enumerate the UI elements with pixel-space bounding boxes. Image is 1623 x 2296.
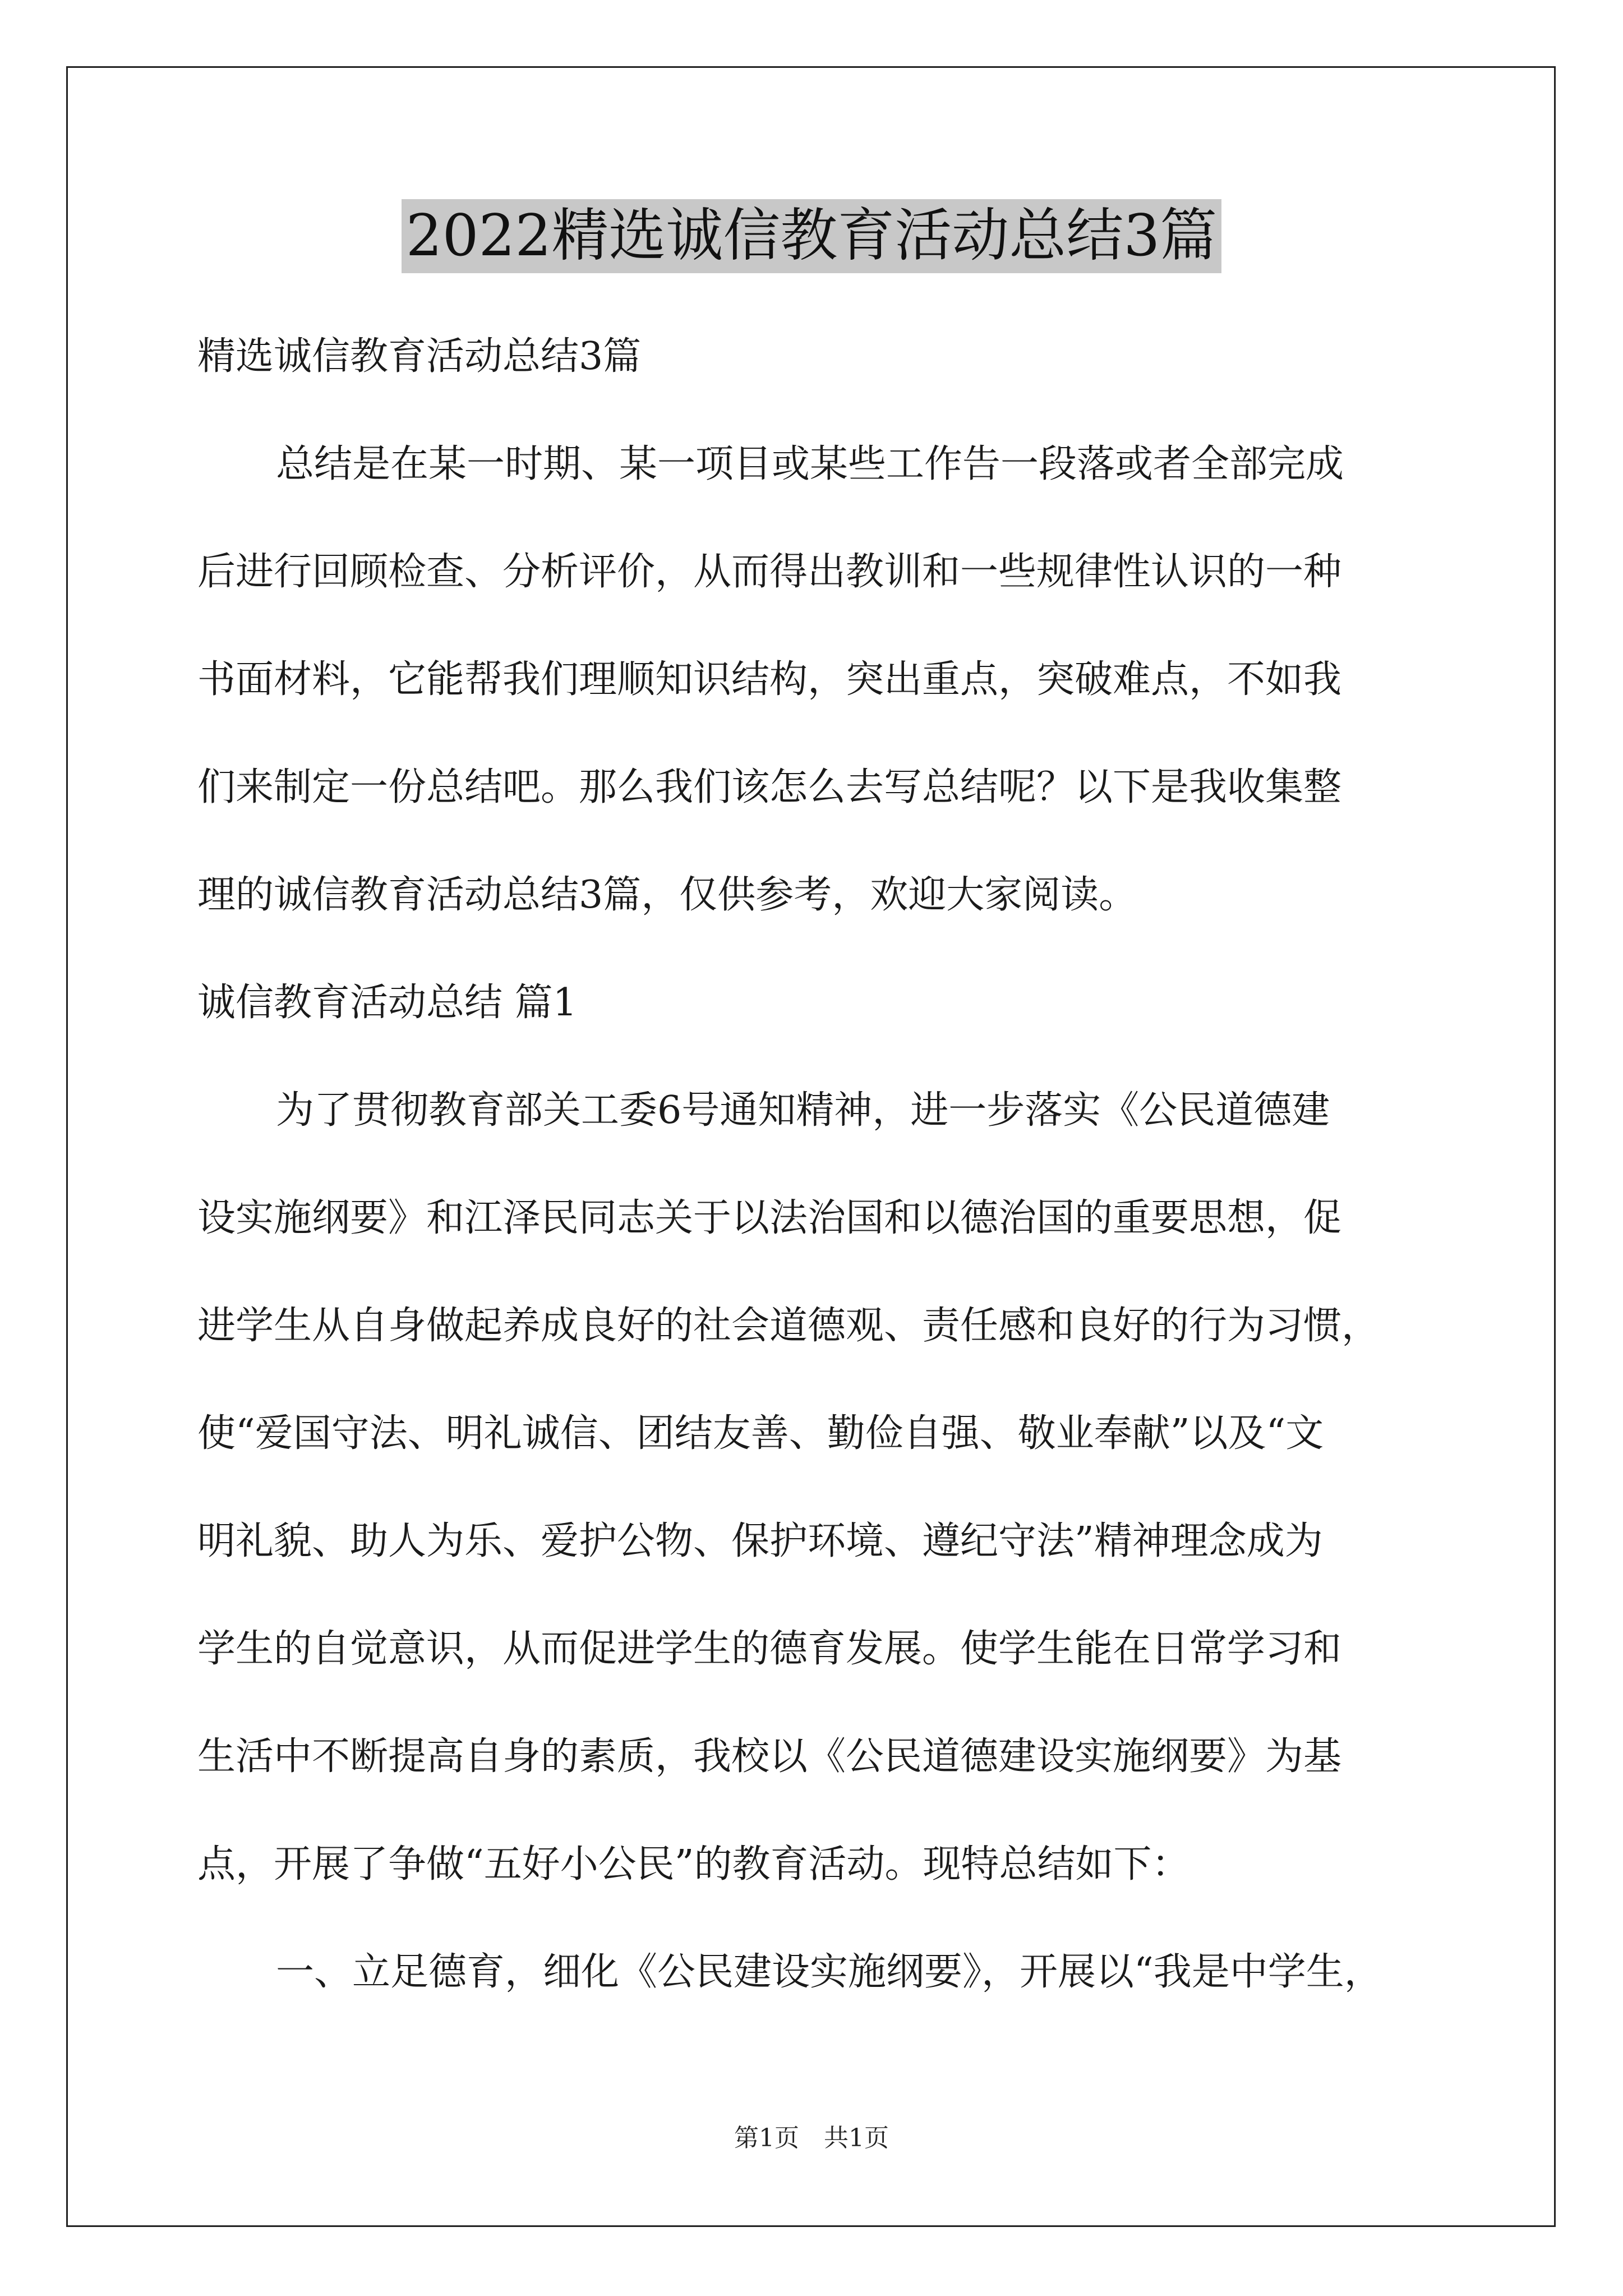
text-line: 学生的自觉意识，从而促进学生的德育发展。使学生能在日常学习和 bbox=[197, 1627, 1342, 1671]
text-line: 生活中不断提高自身的素质，我校以《公民道德建设实施纲要》为基 bbox=[197, 1734, 1342, 1779]
text-line: 理的诚信教育活动总结3篇，仅供参考，欢迎大家阅读。 bbox=[197, 873, 1137, 917]
text-line: 进学生从自身做起养成良好的社会道德观、责任感和良好的行为习惯， bbox=[197, 1304, 1380, 1348]
text-line: 设实施纲要》和江泽民同志关于以法治国和以德治国的重要思想，促 bbox=[197, 1196, 1342, 1240]
page-footer: 第1页 共1页 bbox=[734, 2124, 889, 2152]
text-line: 诚信教育活动总结 篇1 bbox=[197, 981, 577, 1025]
document-body bbox=[197, 303, 1426, 2026]
title-container bbox=[0, 199, 1623, 273]
text-line: 精选诚信教育活动总结3篇 bbox=[197, 334, 642, 379]
text-line: 总结是在某一时期、某一项目或某些工作告一段落或者全部完成 bbox=[276, 442, 1344, 486]
text-line: 书面材料，它能帮我们理顺知识结构，突出重点，突破难点，不如我 bbox=[197, 657, 1342, 702]
text-line: 后进行回顾检查、分析评价，从而得出教训和一些规律性认识的一种 bbox=[197, 550, 1342, 594]
text-line: 使“爱国守法、明礼诚信、团结友善、勤俭自强、敬业奉献”以及“文 bbox=[197, 1411, 1324, 1456]
text-line: 点，开展了争做“五好小公民”的教育活动。现特总结如下： bbox=[197, 1842, 1190, 1887]
document-title: 2022精选诚信教育活动总结3篇 bbox=[402, 199, 1221, 273]
text-line: 明礼貌、助人为乐、爱护公物、保护环境、遵纪守法”精神理念成为 bbox=[197, 1519, 1323, 1563]
text-line: 们来制定一份总结吧。那么我们该怎么去写总结呢？以下是我收集整 bbox=[197, 765, 1342, 809]
text-line: 一、立足德育，细化《公民建设实施纲要》，开展以“我是中学生， bbox=[276, 1950, 1382, 1994]
text-line: 为了贯彻教育部关工委6号通知精神，进一步落实《公民道德建 bbox=[276, 1088, 1330, 1133]
